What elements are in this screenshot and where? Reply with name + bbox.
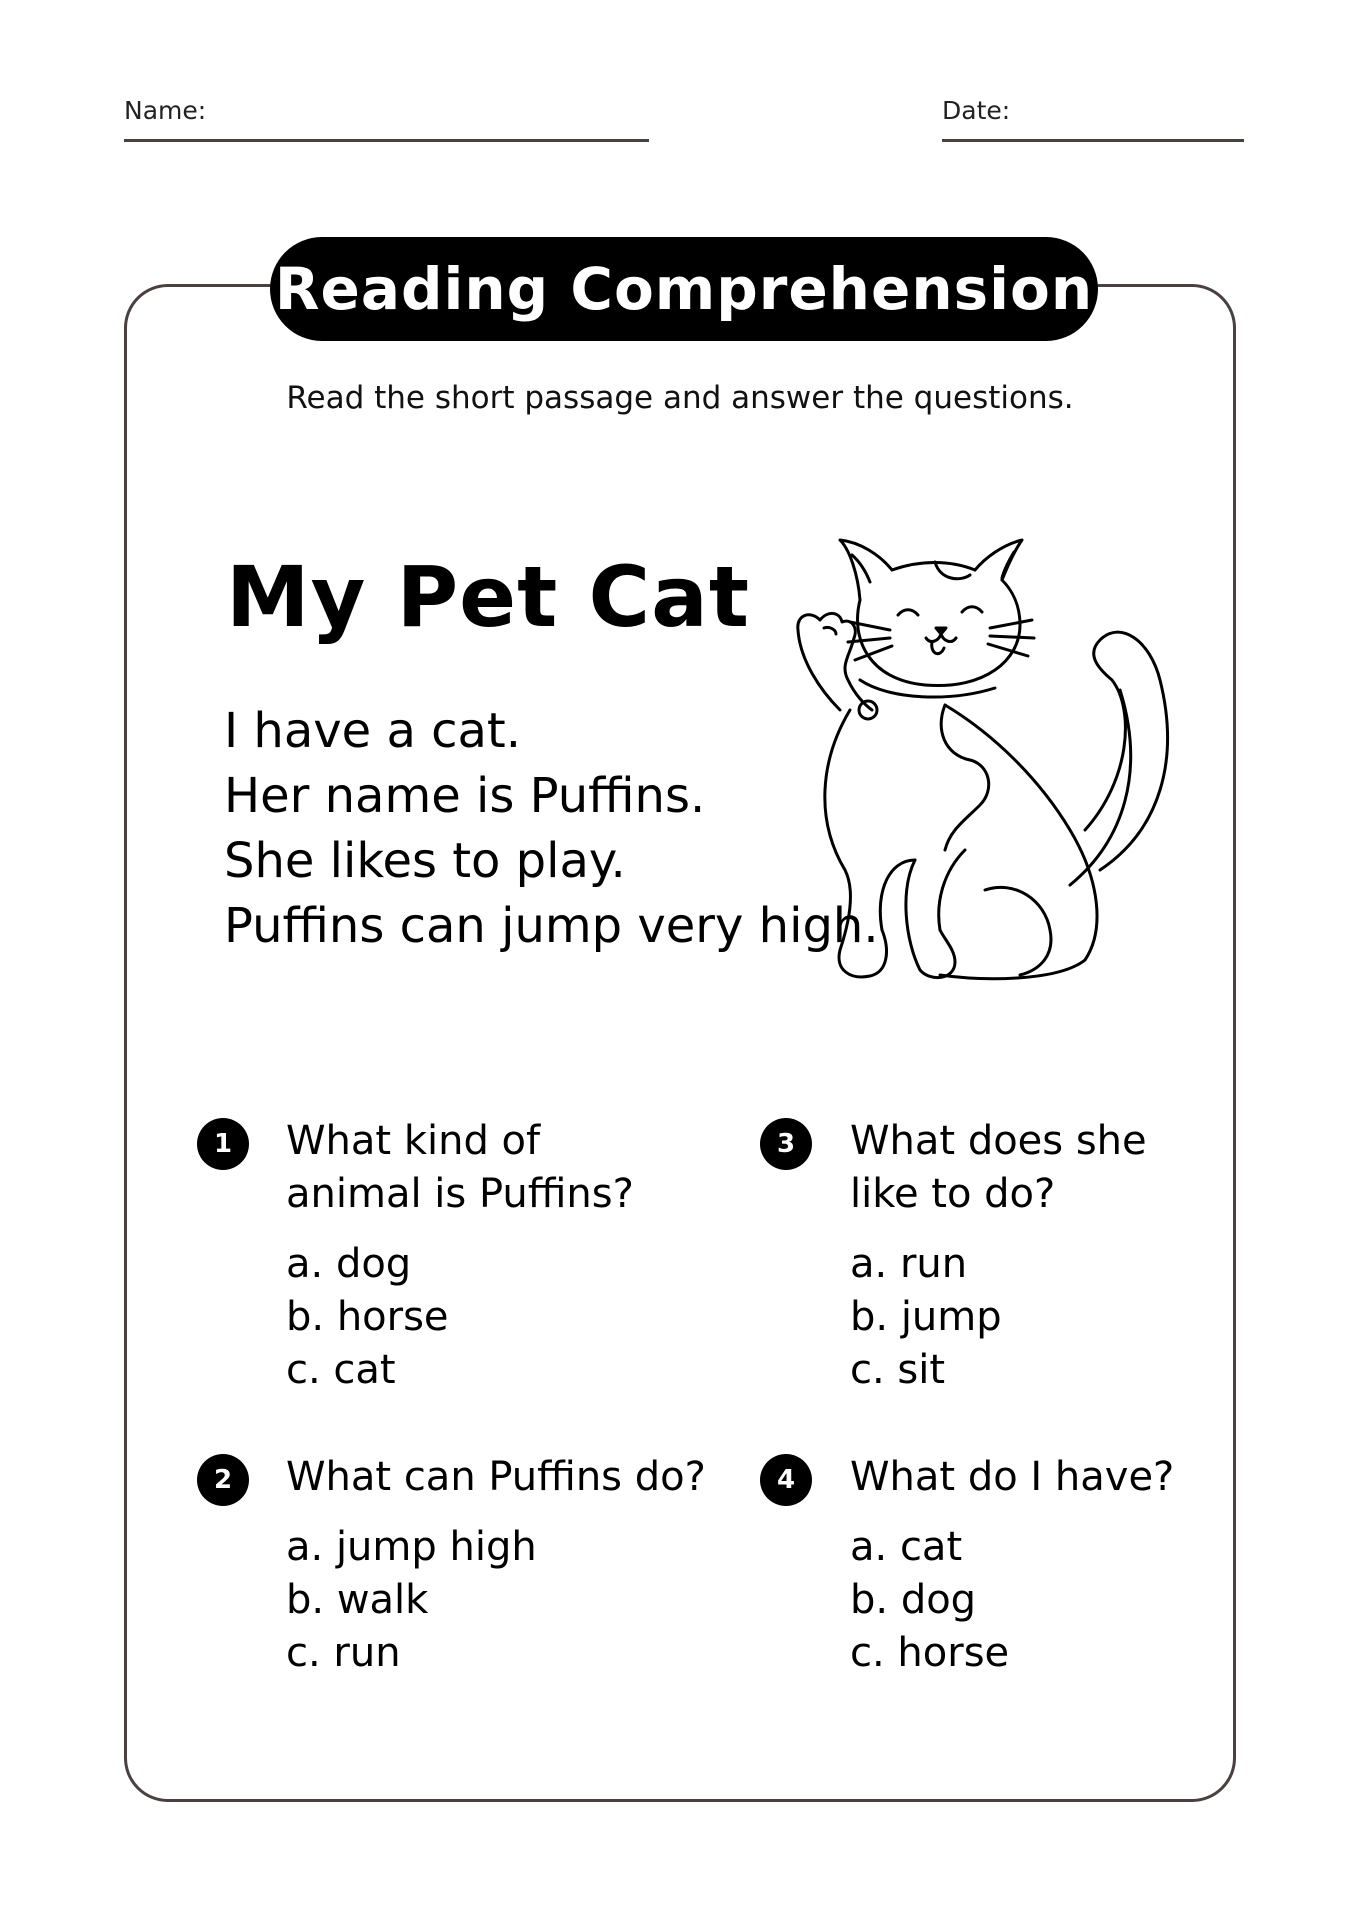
- question-text: What does she: [850, 1118, 1147, 1164]
- answer-option[interactable]: b. dog: [850, 1577, 977, 1623]
- answer-option[interactable]: a. jump high: [286, 1524, 537, 1570]
- answer-option[interactable]: a. cat: [850, 1524, 963, 1570]
- answer-option[interactable]: c. cat: [286, 1347, 396, 1393]
- question-text: animal is Puffins?: [286, 1171, 634, 1217]
- question-number-badge: 1: [197, 1118, 249, 1170]
- answer-option[interactable]: c. sit: [850, 1347, 946, 1393]
- answer-option[interactable]: a. run: [850, 1241, 968, 1287]
- question-text: What do I have?: [850, 1454, 1175, 1500]
- answer-option[interactable]: b. walk: [286, 1577, 429, 1623]
- date-label: Date:: [942, 96, 1011, 125]
- story-line: Her name is Puffins.: [224, 768, 706, 824]
- date-field-line[interactable]: [942, 139, 1244, 142]
- instruction-text: Read the short passage and answer the questions.: [286, 380, 1074, 416]
- question-number-badge: 2: [197, 1454, 249, 1506]
- answer-option[interactable]: c. run: [286, 1630, 401, 1676]
- name-field-line[interactable]: [124, 139, 649, 142]
- question-number-badge: 3: [760, 1118, 812, 1170]
- story-line: I have a cat.: [224, 703, 521, 759]
- answer-option[interactable]: b. horse: [286, 1294, 449, 1340]
- question-number-badge: 4: [760, 1454, 812, 1506]
- answer-option[interactable]: c. horse: [850, 1630, 1010, 1676]
- cat-illustration-icon: [740, 530, 1180, 990]
- answer-option[interactable]: a. dog: [286, 1241, 412, 1287]
- question-text: What kind of: [286, 1118, 541, 1164]
- question-text: What can Puffins do?: [286, 1454, 706, 1500]
- name-label: Name:: [124, 96, 207, 125]
- question-text: like to do?: [850, 1171, 1056, 1217]
- answer-option[interactable]: b. jump: [850, 1294, 1002, 1340]
- story-title: My Pet Cat: [226, 548, 751, 646]
- story-line: She likes to play.: [224, 833, 626, 889]
- story-line: Puffins can jump very high.: [224, 898, 879, 954]
- worksheet-title: Reading Comprehension: [270, 237, 1098, 341]
